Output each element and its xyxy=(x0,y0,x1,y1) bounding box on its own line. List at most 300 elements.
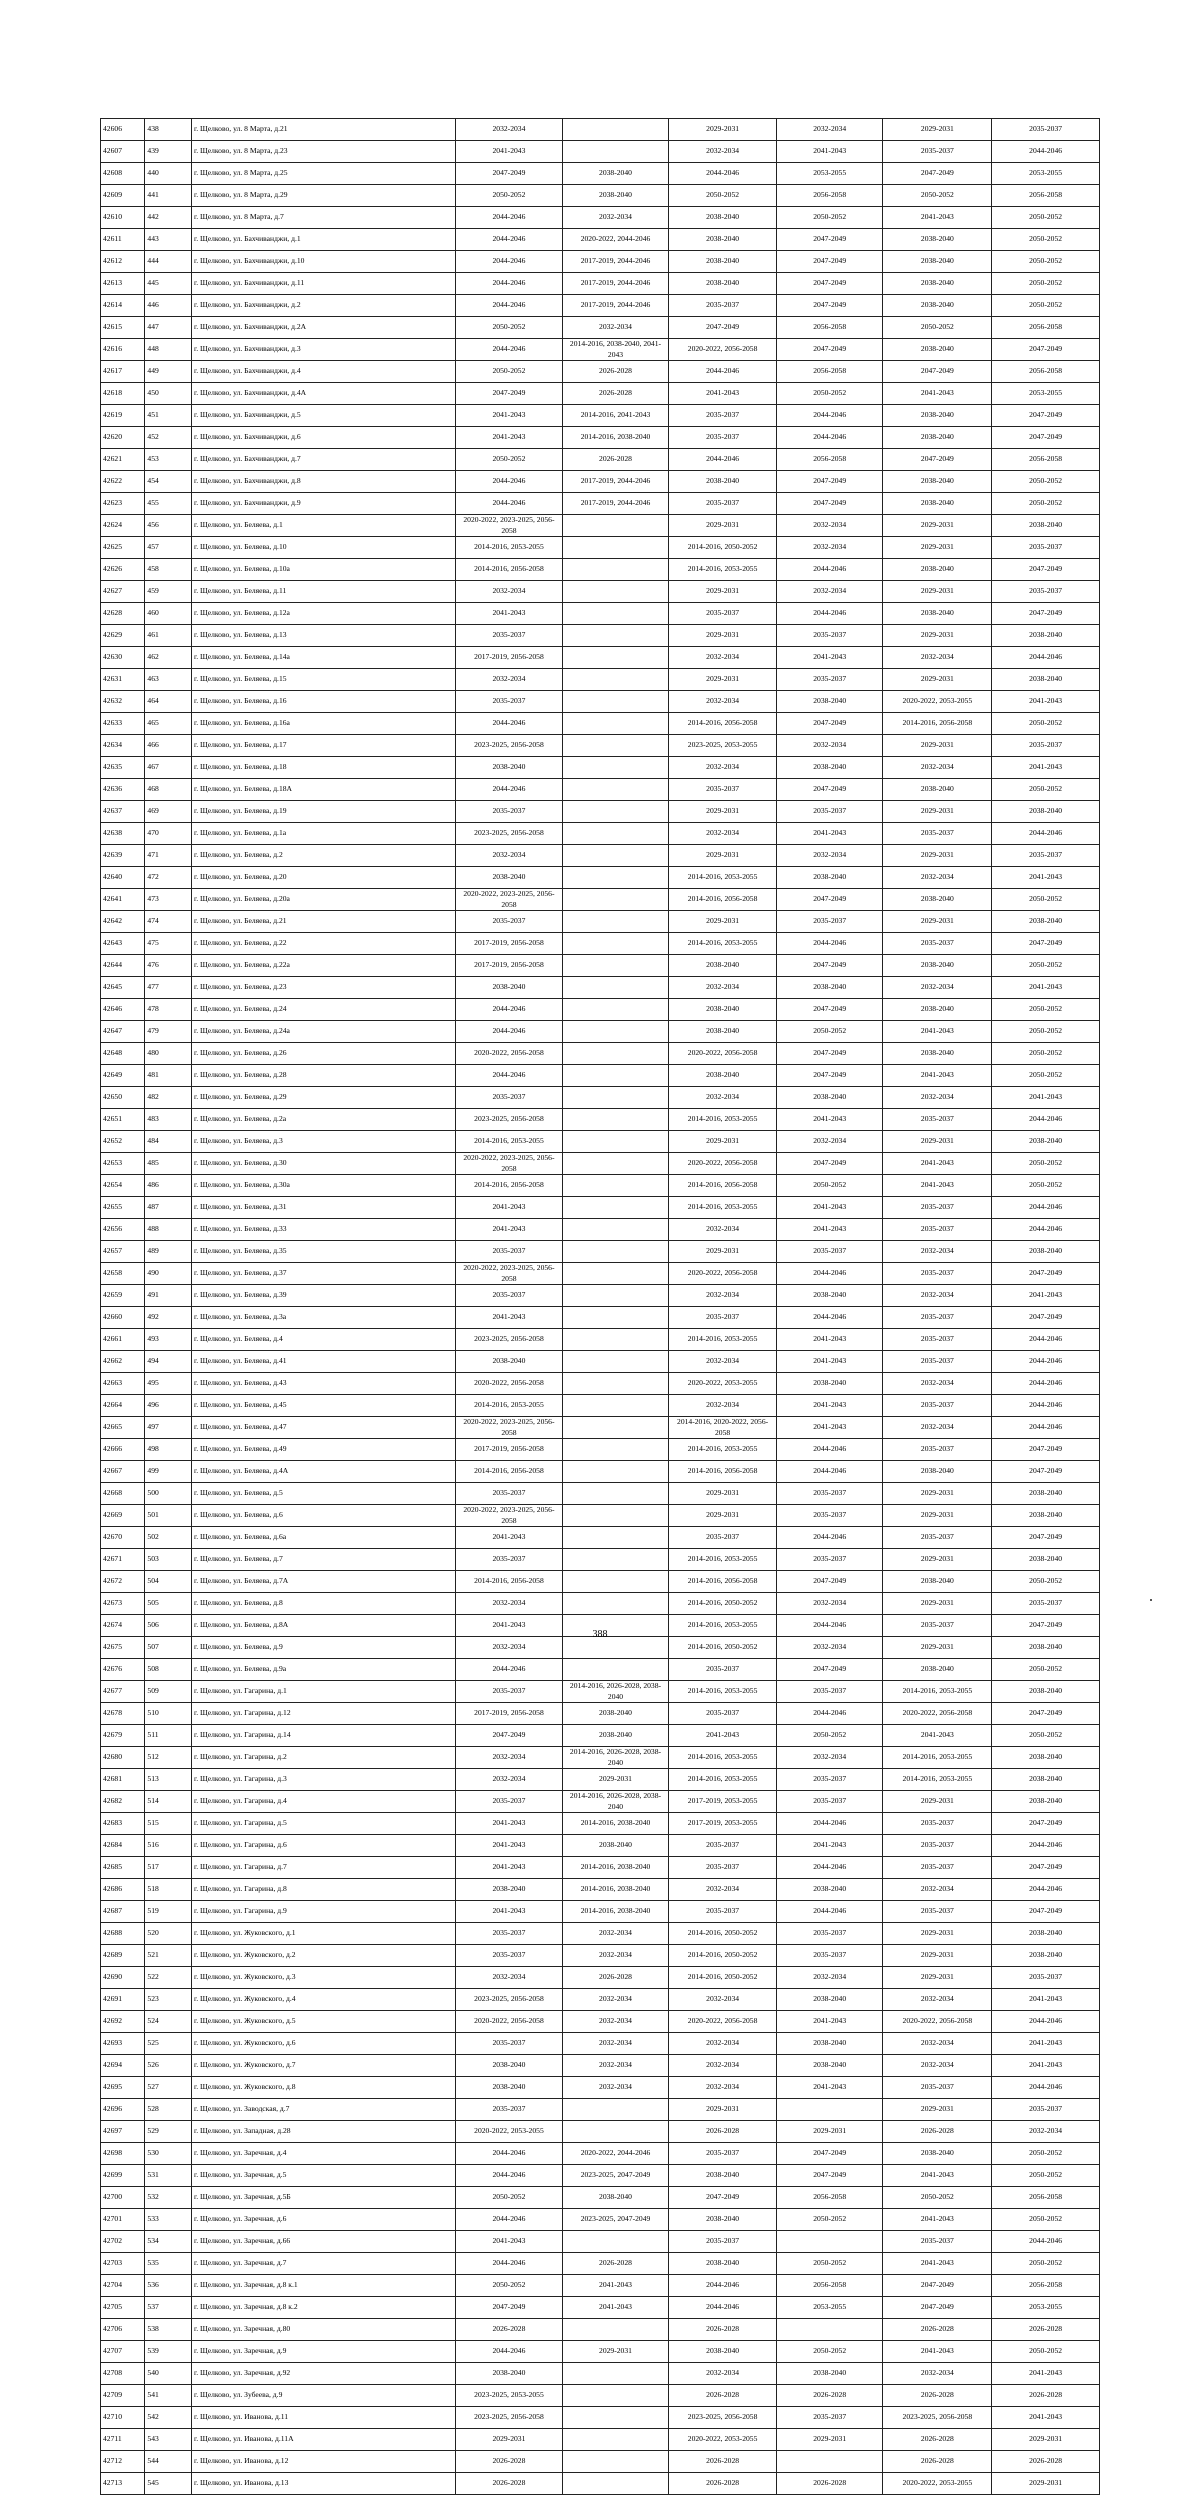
cell-address: г. Щелково, ул. Беляева, д.20а xyxy=(192,889,456,911)
cell-period-6: 2047-2049 xyxy=(992,405,1100,427)
cell-period-5: 2035-2037 xyxy=(883,2231,992,2253)
cell-record-id: 42684 xyxy=(101,1835,145,1857)
cell-period-2 xyxy=(562,1241,669,1263)
table-row xyxy=(101,119,1100,141)
cell-period-4: 2038-2040 xyxy=(776,867,883,889)
cell-item-number: 441 xyxy=(145,185,192,207)
cell-record-id: 42702 xyxy=(101,2231,145,2253)
table-row xyxy=(101,1813,1100,1835)
cell-period-6: 2044-2046 xyxy=(992,1197,1100,1219)
cell-period-1: 2020-2022, 2023-2025, 2056-2058 xyxy=(456,1505,563,1527)
cell-address: г. Щелково, ул. Гагарина, д.1 xyxy=(192,1681,456,1703)
cell-address: г. Щелково, ул. Беляева, д.10 xyxy=(192,537,456,559)
cell-record-id: 42682 xyxy=(101,1791,145,1813)
cell-record-id: 42610 xyxy=(101,207,145,229)
cell-period-5: 2041-2043 xyxy=(883,2253,992,2275)
cell-record-id: 42633 xyxy=(101,713,145,735)
cell-period-5: 2041-2043 xyxy=(883,1153,992,1175)
cell-period-5: 2029-2031 xyxy=(883,1505,992,1527)
cell-item-number: 508 xyxy=(145,1659,192,1681)
cell-period-6: 2041-2043 xyxy=(992,1087,1100,1109)
cell-period-1: 2044-2046 xyxy=(456,713,563,735)
cell-period-3: 2014-2016, 2056-2058 xyxy=(669,889,777,911)
cell-period-5: 2047-2049 xyxy=(883,361,992,383)
cell-period-1: 2041-2043 xyxy=(456,405,563,427)
cell-period-5: 2029-2031 xyxy=(883,1791,992,1813)
cell-address: г. Щелково, ул. Заречная, д.6 xyxy=(192,2209,456,2231)
cell-item-number: 500 xyxy=(145,1483,192,1505)
cell-period-1: 2044-2046 xyxy=(456,493,563,515)
cell-period-2 xyxy=(562,1219,669,1241)
cell-period-4: 2041-2043 xyxy=(776,141,883,163)
cell-address: г. Щелково, ул. Гагарина, д.7 xyxy=(192,1857,456,1879)
cell-record-id: 42608 xyxy=(101,163,145,185)
cell-period-5: 2029-2031 xyxy=(883,735,992,757)
cell-period-4: 2038-2040 xyxy=(776,977,883,999)
cell-period-6: 2041-2043 xyxy=(992,1989,1100,2011)
cell-period-3: 2032-2034 xyxy=(669,1219,777,1241)
cell-record-id: 42698 xyxy=(101,2143,145,2165)
cell-period-6: 2035-2037 xyxy=(992,2099,1100,2121)
cell-period-4: 2032-2034 xyxy=(776,1131,883,1153)
table-row xyxy=(101,515,1100,537)
cell-period-3: 2026-2028 xyxy=(669,2385,777,2407)
cell-period-2 xyxy=(562,141,669,163)
cell-record-id: 42689 xyxy=(101,1945,145,1967)
table-row xyxy=(101,1681,1100,1703)
cell-address: г. Щелково, ул. Беляева, д.16а xyxy=(192,713,456,735)
cell-period-3: 2035-2037 xyxy=(669,295,777,317)
table-row xyxy=(101,1505,1100,1527)
cell-period-6: 2047-2049 xyxy=(992,1439,1100,1461)
cell-period-6: 2050-2052 xyxy=(992,2143,1100,2165)
cell-period-6: 2029-2031 xyxy=(992,2473,1100,2495)
cell-period-2 xyxy=(562,735,669,757)
cell-address: г. Щелково, ул. Зубеева, д.9 xyxy=(192,2385,456,2407)
cell-period-5: 2041-2043 xyxy=(883,2165,992,2187)
cell-period-1: 2050-2052 xyxy=(456,2187,563,2209)
cell-address: г. Щелково, ул. Беляева, д.9 xyxy=(192,1637,456,1659)
cell-record-id: 42665 xyxy=(101,1417,145,1439)
cell-period-3: 2014-2016, 2056-2058 xyxy=(669,1175,777,1197)
cell-period-3: 2014-2016, 2050-2052 xyxy=(669,1945,777,1967)
cell-period-4: 2044-2046 xyxy=(776,1703,883,1725)
cell-period-1: 2041-2043 xyxy=(456,2231,563,2253)
table-row xyxy=(101,2429,1100,2451)
table-row xyxy=(101,933,1100,955)
cell-period-5: 2029-2031 xyxy=(883,581,992,603)
cell-period-4: 2044-2046 xyxy=(776,1263,883,1285)
cell-period-2: 2032-2034 xyxy=(562,317,669,339)
table-row xyxy=(101,2187,1100,2209)
table-row xyxy=(101,1835,1100,1857)
cell-address: г. Щелково, ул. Заречная, д.66 xyxy=(192,2231,456,2253)
cell-period-3: 2032-2034 xyxy=(669,757,777,779)
table-row xyxy=(101,581,1100,603)
cell-period-5: 2029-2031 xyxy=(883,1967,992,1989)
cell-period-1: 2038-2040 xyxy=(456,757,563,779)
cell-period-1: 2035-2037 xyxy=(456,1483,563,1505)
cell-record-id: 42696 xyxy=(101,2099,145,2121)
cell-record-id: 42658 xyxy=(101,1263,145,1285)
cell-record-id: 42688 xyxy=(101,1923,145,1945)
cell-period-3: 2038-2040 xyxy=(669,999,777,1021)
cell-period-1: 2017-2019, 2056-2058 xyxy=(456,1703,563,1725)
cell-period-4: 2047-2049 xyxy=(776,2143,883,2165)
cell-address: г. Щелково, ул. Бахчиванджи, д.1 xyxy=(192,229,456,251)
cell-address: г. Щелково, ул. Бахчиванджи, д.11 xyxy=(192,273,456,295)
cell-period-2: 2041-2043 xyxy=(562,2275,669,2297)
cell-period-4: 2035-2037 xyxy=(776,1769,883,1791)
table-row xyxy=(101,251,1100,273)
cell-period-1: 2020-2022, 2023-2025, 2056-2058 xyxy=(456,1417,563,1439)
cell-address: г. Щелково, ул. Заречная, д.8 к.2 xyxy=(192,2297,456,2319)
cell-period-5: 2050-2052 xyxy=(883,2187,992,2209)
cell-period-4: 2047-2049 xyxy=(776,339,883,361)
cell-period-2: 2014-2016, 2038-2040 xyxy=(562,1901,669,1923)
cell-period-6: 2050-2052 xyxy=(992,207,1100,229)
cell-period-2: 2026-2028 xyxy=(562,361,669,383)
cell-record-id: 42634 xyxy=(101,735,145,757)
cell-period-2 xyxy=(562,1593,669,1615)
cell-period-3: 2020-2022, 2053-2055 xyxy=(669,2429,777,2451)
cell-period-4: 2032-2034 xyxy=(776,537,883,559)
cell-period-6: 2038-2040 xyxy=(992,1945,1100,1967)
cell-address: г. Щелково, ул. Беляева, д.7А xyxy=(192,1571,456,1593)
table-row xyxy=(101,735,1100,757)
cell-record-id: 42680 xyxy=(101,1747,145,1769)
cell-period-3: 2026-2028 xyxy=(669,2319,777,2341)
cell-period-1: 2035-2037 xyxy=(456,2033,563,2055)
cell-period-5: 2038-2040 xyxy=(883,603,992,625)
cell-period-5: 2032-2034 xyxy=(883,2033,992,2055)
cell-period-5: 2035-2037 xyxy=(883,1439,992,1461)
cell-period-1: 2035-2037 xyxy=(456,1087,563,1109)
table-row xyxy=(101,2275,1100,2297)
cell-period-1: 2050-2052 xyxy=(456,185,563,207)
cell-period-1: 2041-2043 xyxy=(456,427,563,449)
cell-period-4: 2044-2046 xyxy=(776,933,883,955)
cell-period-4 xyxy=(776,2319,883,2341)
cell-period-5: 2032-2034 xyxy=(883,977,992,999)
cell-period-6: 2044-2046 xyxy=(992,647,1100,669)
table-row xyxy=(101,1769,1100,1791)
cell-period-5: 2035-2037 xyxy=(883,1329,992,1351)
cell-period-3: 2038-2040 xyxy=(669,2209,777,2231)
cell-period-4: 2035-2037 xyxy=(776,625,883,647)
cell-address: г. Щелково, ул. Беляева, д.2 xyxy=(192,845,456,867)
cell-period-3: 2038-2040 xyxy=(669,955,777,977)
cell-address: г. Щелково, ул. Заречная, д.92 xyxy=(192,2363,456,2385)
cell-record-id: 42613 xyxy=(101,273,145,295)
cell-period-1: 2044-2046 xyxy=(456,779,563,801)
cell-period-6: 2035-2037 xyxy=(992,845,1100,867)
cell-address: г. Щелково, ул. Жуковского, д.2 xyxy=(192,1945,456,1967)
cell-period-4: 2047-2049 xyxy=(776,1065,883,1087)
cell-period-2 xyxy=(562,2363,669,2385)
cell-address: г. Щелково, ул. Беляева, д.15 xyxy=(192,669,456,691)
cell-address: г. Щелково, ул. Заречная, д.4 xyxy=(192,2143,456,2165)
table-row xyxy=(101,1571,1100,1593)
cell-period-4: 2044-2046 xyxy=(776,1615,883,1637)
cell-period-2 xyxy=(562,1307,669,1329)
table-row xyxy=(101,207,1100,229)
cell-period-6: 2032-2034 xyxy=(992,2121,1100,2143)
cell-period-4: 2032-2034 xyxy=(776,581,883,603)
cell-address: г. Щелково, ул. Иванова, д.11 xyxy=(192,2407,456,2429)
cell-item-number: 488 xyxy=(145,1219,192,1241)
cell-period-3: 2014-2016, 2056-2058 xyxy=(669,1461,777,1483)
cell-period-3: 2035-2037 xyxy=(669,603,777,625)
cell-period-3: 2032-2034 xyxy=(669,2363,777,2385)
cell-period-4: 2038-2040 xyxy=(776,691,883,713)
cell-period-5: 2035-2037 xyxy=(883,1219,992,1241)
cell-record-id: 42677 xyxy=(101,1681,145,1703)
cell-item-number: 502 xyxy=(145,1527,192,1549)
cell-period-2: 2038-2040 xyxy=(562,1725,669,1747)
table-row xyxy=(101,1703,1100,1725)
cell-period-4: 2032-2034 xyxy=(776,119,883,141)
cell-period-4: 2044-2046 xyxy=(776,1439,883,1461)
cell-period-2 xyxy=(562,581,669,603)
cell-period-5: 2038-2040 xyxy=(883,229,992,251)
cell-period-2: 2032-2034 xyxy=(562,1989,669,2011)
cell-record-id: 42692 xyxy=(101,2011,145,2033)
cell-period-3: 2017-2019, 2053-2055 xyxy=(669,1813,777,1835)
table-row xyxy=(101,141,1100,163)
cell-record-id: 42678 xyxy=(101,1703,145,1725)
cell-item-number: 494 xyxy=(145,1351,192,1373)
cell-period-3: 2020-2022, 2056-2058 xyxy=(669,1153,777,1175)
cell-period-3: 2035-2037 xyxy=(669,1527,777,1549)
cell-period-4: 2044-2046 xyxy=(776,405,883,427)
cell-period-4: 2047-2049 xyxy=(776,229,883,251)
cell-period-6: 2035-2037 xyxy=(992,1593,1100,1615)
cell-period-6: 2044-2046 xyxy=(992,1417,1100,1439)
cell-period-5: 2035-2037 xyxy=(883,1527,992,1549)
cell-period-6: 2050-2052 xyxy=(992,2341,1100,2363)
cell-period-4: 2056-2058 xyxy=(776,185,883,207)
cell-period-3: 2032-2034 xyxy=(669,2033,777,2055)
table-row xyxy=(101,977,1100,999)
table-row xyxy=(101,2209,1100,2231)
cell-period-5: 2035-2037 xyxy=(883,1263,992,1285)
cell-item-number: 456 xyxy=(145,515,192,537)
cell-item-number: 484 xyxy=(145,1131,192,1153)
cell-period-4: 2035-2037 xyxy=(776,1681,883,1703)
cell-item-number: 522 xyxy=(145,1967,192,1989)
cell-item-number: 440 xyxy=(145,163,192,185)
cell-item-number: 545 xyxy=(145,2473,192,2495)
cell-period-2 xyxy=(562,1571,669,1593)
cell-period-4: 2032-2034 xyxy=(776,1747,883,1769)
cell-record-id: 42647 xyxy=(101,1021,145,1043)
cell-item-number: 454 xyxy=(145,471,192,493)
cell-period-4: 2044-2046 xyxy=(776,1461,883,1483)
cell-period-4: 2041-2043 xyxy=(776,1197,883,1219)
cell-period-5: 2047-2049 xyxy=(883,2297,992,2319)
cell-period-4: 2050-2052 xyxy=(776,2341,883,2363)
cell-period-2: 2032-2034 xyxy=(562,1945,669,1967)
cell-address: г. Щелково, ул. Жуковского, д.6 xyxy=(192,2033,456,2055)
cell-period-6: 2050-2052 xyxy=(992,229,1100,251)
cell-address: г. Щелково, ул. Бахчиванджи, д.6 xyxy=(192,427,456,449)
cell-item-number: 481 xyxy=(145,1065,192,1087)
cell-period-3: 2014-2016, 2050-2052 xyxy=(669,537,777,559)
cell-item-number: 509 xyxy=(145,1681,192,1703)
cell-item-number: 505 xyxy=(145,1593,192,1615)
cell-address: г. Щелково, ул. Заречная, д.5Б xyxy=(192,2187,456,2209)
cell-period-4: 2050-2052 xyxy=(776,1725,883,1747)
cell-period-5: 2020-2022, 2056-2058 xyxy=(883,1703,992,1725)
cell-address: г. Щелково, ул. 8 Марта, д.23 xyxy=(192,141,456,163)
cell-item-number: 538 xyxy=(145,2319,192,2341)
cell-item-number: 527 xyxy=(145,2077,192,2099)
cell-period-3: 2026-2028 xyxy=(669,2121,777,2143)
cell-record-id: 42653 xyxy=(101,1153,145,1175)
cell-period-3: 2038-2040 xyxy=(669,251,777,273)
cell-period-5: 2014-2016, 2053-2055 xyxy=(883,1681,992,1703)
cell-period-3: 2032-2034 xyxy=(669,1989,777,2011)
cell-period-4: 2035-2037 xyxy=(776,1241,883,1263)
cell-record-id: 42626 xyxy=(101,559,145,581)
cell-period-4: 2041-2043 xyxy=(776,1395,883,1417)
cell-period-3: 2038-2040 xyxy=(669,2253,777,2275)
cell-address: г. Щелково, ул. Беляева, д.33 xyxy=(192,1219,456,1241)
table-row xyxy=(101,1879,1100,1901)
cell-period-4: 2044-2046 xyxy=(776,559,883,581)
table-row xyxy=(101,295,1100,317)
cell-period-2 xyxy=(562,845,669,867)
cell-period-3: 2014-2016, 2056-2058 xyxy=(669,1571,777,1593)
cell-period-5: 2032-2034 xyxy=(883,1241,992,1263)
cell-address: г. Щелково, ул. Беляева, д.6а xyxy=(192,1527,456,1549)
cell-period-2 xyxy=(562,2451,669,2473)
cell-period-2: 2026-2028 xyxy=(562,1967,669,1989)
cell-address: г. Щелково, ул. Иванова, д.13 xyxy=(192,2473,456,2495)
cell-period-4: 2053-2055 xyxy=(776,2297,883,2319)
cell-period-4: 2029-2031 xyxy=(776,2429,883,2451)
cell-item-number: 515 xyxy=(145,1813,192,1835)
cell-item-number: 523 xyxy=(145,1989,192,2011)
cell-period-1: 2044-2046 xyxy=(456,2341,563,2363)
cell-address: г. Щелково, ул. Иванова, д.12 xyxy=(192,2451,456,2473)
cell-address: г. Щелково, ул. Беляева, д.4А xyxy=(192,1461,456,1483)
cell-address: г. Щелково, ул. Беляева, д.1а xyxy=(192,823,456,845)
cell-record-id: 42701 xyxy=(101,2209,145,2231)
cell-item-number: 511 xyxy=(145,1725,192,1747)
cell-period-6: 2035-2037 xyxy=(992,581,1100,603)
cell-item-number: 528 xyxy=(145,2099,192,2121)
cell-period-2: 2017-2019, 2044-2046 xyxy=(562,251,669,273)
table-row xyxy=(101,163,1100,185)
table-row xyxy=(101,1549,1100,1571)
cell-period-2 xyxy=(562,779,669,801)
table-row xyxy=(101,1131,1100,1153)
cell-record-id: 42664 xyxy=(101,1395,145,1417)
cell-record-id: 42711 xyxy=(101,2429,145,2451)
table-row xyxy=(101,273,1100,295)
cell-record-id: 42670 xyxy=(101,1527,145,1549)
cell-item-number: 463 xyxy=(145,669,192,691)
cell-period-2: 2032-2034 xyxy=(562,2077,669,2099)
cell-item-number: 544 xyxy=(145,2451,192,2473)
cell-item-number: 466 xyxy=(145,735,192,757)
table-row xyxy=(101,317,1100,339)
cell-period-4: 2044-2046 xyxy=(776,1527,883,1549)
cell-period-4: 2050-2052 xyxy=(776,1175,883,1197)
cell-period-1: 2050-2052 xyxy=(456,317,563,339)
cell-period-5: 2029-2031 xyxy=(883,1923,992,1945)
cell-period-6: 2056-2058 xyxy=(992,361,1100,383)
cell-record-id: 42631 xyxy=(101,669,145,691)
cell-period-1: 2050-2052 xyxy=(456,2275,563,2297)
table-row xyxy=(101,823,1100,845)
cell-period-6: 2029-2031 xyxy=(992,2429,1100,2451)
cell-period-1: 2038-2040 xyxy=(456,2077,563,2099)
cell-period-3: 2020-2022, 2056-2058 xyxy=(669,2011,777,2033)
cell-period-6: 2053-2055 xyxy=(992,2297,1100,2319)
cell-item-number: 496 xyxy=(145,1395,192,1417)
cell-record-id: 42616 xyxy=(101,339,145,361)
cell-period-3: 2014-2016, 2053-2055 xyxy=(669,1109,777,1131)
cell-period-6: 2047-2049 xyxy=(992,1527,1100,1549)
cell-period-1: 2032-2034 xyxy=(456,1747,563,1769)
cell-record-id: 42645 xyxy=(101,977,145,999)
cell-period-6: 2038-2040 xyxy=(992,1637,1100,1659)
cell-address: г. Щелково, ул. Гагарина, д.3 xyxy=(192,1769,456,1791)
cell-period-2: 2014-2016, 2026-2028, 2038-2040 xyxy=(562,1747,669,1769)
cell-address: г. Щелково, ул. Беляева, д.3 xyxy=(192,1131,456,1153)
cell-address: г. Щелково, ул. Жуковского, д.4 xyxy=(192,1989,456,2011)
cell-period-4: 2032-2034 xyxy=(776,845,883,867)
cell-address: г. Щелково, ул. Беляева, д.8А xyxy=(192,1615,456,1637)
cell-period-6: 2047-2049 xyxy=(992,1263,1100,1285)
cell-period-2: 2014-2016, 2038-2040 xyxy=(562,1879,669,1901)
cell-item-number: 439 xyxy=(145,141,192,163)
cell-period-5: 2041-2043 xyxy=(883,1065,992,1087)
cell-item-number: 539 xyxy=(145,2341,192,2363)
cell-period-3: 2047-2049 xyxy=(669,2187,777,2209)
table-row xyxy=(101,1659,1100,1681)
cell-period-2 xyxy=(562,2429,669,2451)
cell-period-3: 2029-2031 xyxy=(669,1241,777,1263)
cell-item-number: 490 xyxy=(145,1263,192,1285)
cell-address: г. Щелково, ул. Бахчиванджи, д.7 xyxy=(192,449,456,471)
cell-record-id: 42640 xyxy=(101,867,145,889)
cell-period-6: 2050-2052 xyxy=(992,2253,1100,2275)
page-number: 388 xyxy=(592,1629,608,1640)
cell-address: г. Щелково, ул. Жуковского, д.8 xyxy=(192,2077,456,2099)
cell-period-2 xyxy=(562,1461,669,1483)
cell-period-2 xyxy=(562,647,669,669)
cell-period-6: 2047-2049 xyxy=(992,933,1100,955)
cell-period-1: 2041-2043 xyxy=(456,1197,563,1219)
cell-period-5: 2038-2040 xyxy=(883,779,992,801)
cell-period-3: 2029-2031 xyxy=(669,1505,777,1527)
cell-period-2 xyxy=(562,713,669,735)
cell-period-5: 2035-2037 xyxy=(883,2077,992,2099)
cell-item-number: 471 xyxy=(145,845,192,867)
cell-period-4: 2047-2049 xyxy=(776,2165,883,2187)
cell-period-4: 2044-2046 xyxy=(776,1813,883,1835)
cell-period-5: 2029-2031 xyxy=(883,1549,992,1571)
cell-record-id: 42642 xyxy=(101,911,145,933)
cell-period-4: 2056-2058 xyxy=(776,361,883,383)
cell-period-1: 2020-2022, 2056-2058 xyxy=(456,1373,563,1395)
cell-period-4 xyxy=(776,2099,883,2121)
cell-item-number: 486 xyxy=(145,1175,192,1197)
